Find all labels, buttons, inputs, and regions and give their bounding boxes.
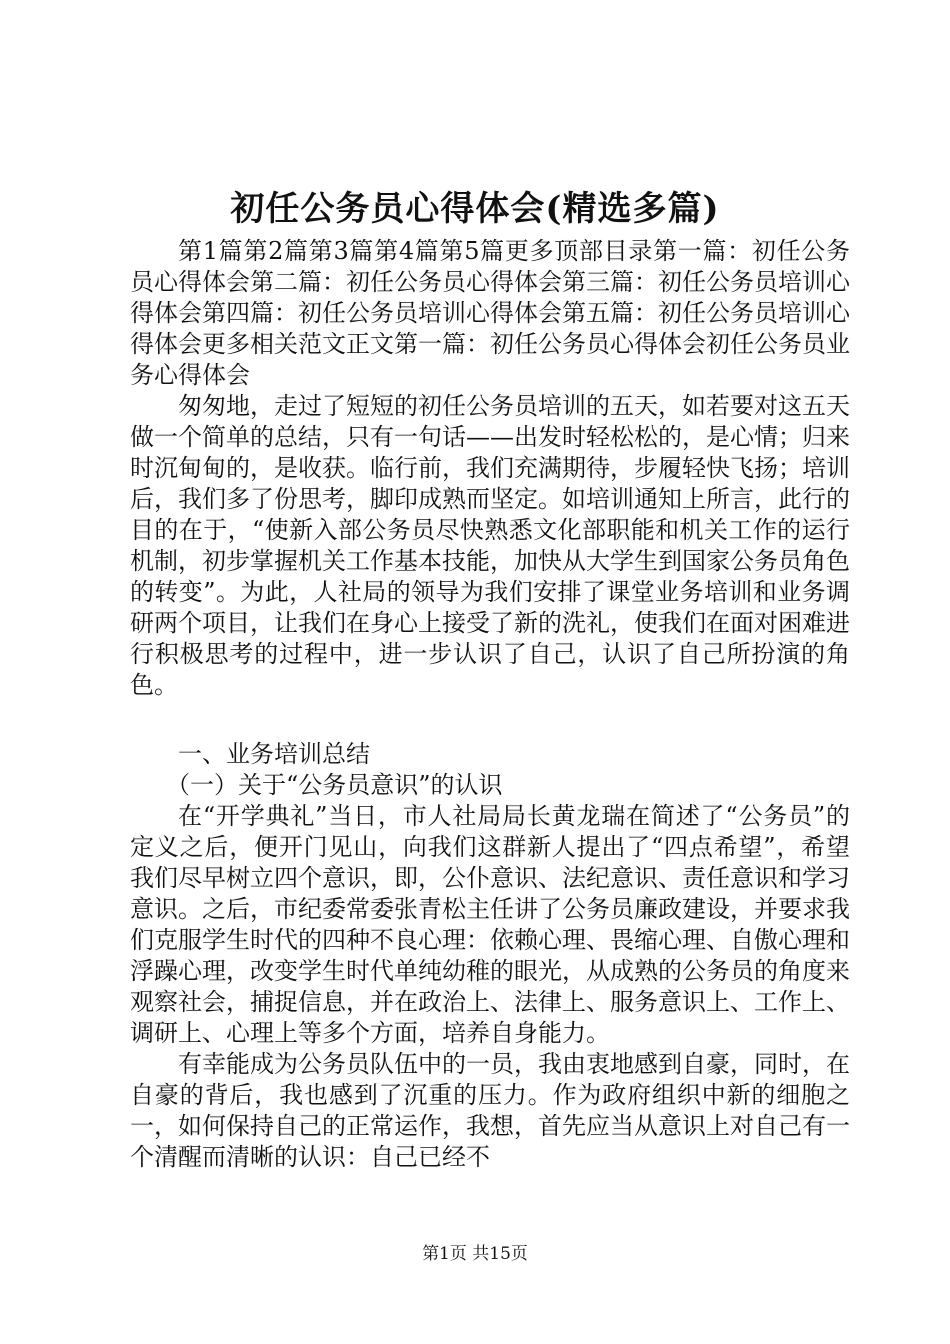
subsection-heading: （一）关于“公务员意识”的认识 (166, 771, 503, 799)
intro-paragraph: 匆匆地，走过了短短的初任公务员培训的五天，如若要对这五天做一个简单的总结，只有一句话——出发时轻松松的，是心情；归来时沉甸甸的，是收获。临行前，我们充满期待，步履轻快飞扬；培训后，我们多了份思考，脚印成熟而坚定。如培训通知上所言，此行的目的在于，“使新入部公务员尽快熟悉文化部职能和机关工作的运行机制，初步掌握机关工作基本技能，加快从大学生到国家公务员角色的转变”。为此，人社局的领导为我们安排了课堂业务培训和业务调研两个项目，让我们在身心上接受了新的洗礼，使我们在面对困难进行积极思考的过程中，进一步认识了自己，认识了自己所扮演的角色。 (130, 392, 850, 699)
document-title: 初任公务员心得体会(精选多篇) (230, 189, 720, 229)
body-paragraph: 有幸能成为公务员队伍中的一员，我由衷地感到自豪，同时，在自豪的背后，我也感到了沉重的压力。作为政府组织中新的细胞之一，如何保持自己的正常运作，我想，首先应当从意识上对自己有一个清醒而清晰的认识：自己已经不 (130, 1050, 850, 1171)
section-heading: 一、业务培训总结 (178, 740, 370, 768)
toc-paragraph: 第1篇第2篇第3篇第4篇第5篇更多顶部目录第一篇：初任公务员心得体会第二篇：初任公务员心得体会第三篇：初任公务员培训心得体会第四篇：初任公务员培训心得体会第五篇：初任公务员培训心得体会更多相关范文正文第一篇：初任公务员心得体会初任公务员业务心得体会 (130, 237, 850, 389)
document-body (130, 236, 850, 1173)
body-paragraph: 在“开学典礼”当日，市人社局局长黄龙瑞在简述了“公务员”的定义之后，便开门见山，向我们这群新人提出了“四点希望”，希望我们尽早树立四个意识，即，公仆意识、法纪意识、责任意识和学习意识。之后，市纪委常委张青松主任讲了公务员廉政建设，并要求我们克服学生时代的四种不良心理：依赖心理、畏缩心理、自傲心理和浮躁心理，改变学生时代单纯幼稚的眼光，从成熟的公务员的角度来观察社会，捕捉信息，并在政治上、法律上、服务意识上、工作上、调研上、心理上等多个方面，培养自身能力。 (130, 802, 850, 1047)
page-number-footer: 第1页 共15页 (422, 1244, 528, 1264)
